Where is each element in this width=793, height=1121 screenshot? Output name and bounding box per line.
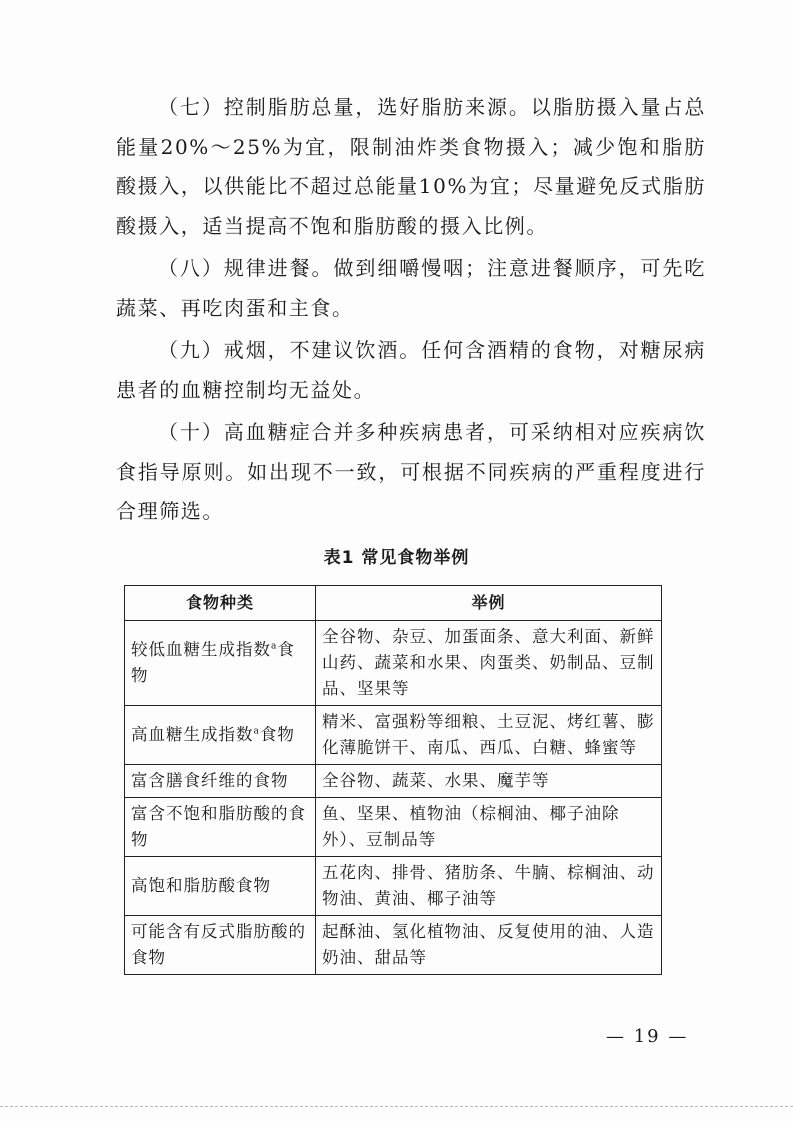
table-row (125, 765, 662, 798)
paragraph-no-alcohol: （九）戒烟，不建议饮酒。任何含酒精的食物，对糖尿病患者的血糖控制均无益处。 (116, 338, 706, 402)
row-examples: 全谷物、蔬菜、水果、魔芋等 (316, 765, 662, 798)
table-header-row (125, 586, 662, 621)
row-examples: 鱼、坚果、植物油（棕榈油、椰子油除外）、豆制品等 (316, 798, 662, 857)
table-row (125, 916, 662, 975)
category-text-tail: 食物 (131, 640, 295, 685)
row-category: 富含膳食纤维的食物 (125, 765, 316, 798)
footnote-mark: a (253, 726, 260, 737)
paragraph-regular-meals: （八）规律进餐。做到细嚼慢咽；注意进餐顺序，可先吃蔬菜、再吃肉蛋和主食。 (116, 256, 706, 320)
page-number: — 19 — (606, 1026, 689, 1047)
body-text (116, 88, 706, 535)
paragraph-fat-control: （七）控制脂肪总量，选好脂肪来源。以脂肪摄入量占总能量20%～25%为宜，限制油炸类食物摄入；减少饱和脂肪酸摄入，以供能比不超过总能量10%为宜；尽量避免反式脂肪酸摄入，适当提高不饱和脂肪酸的摄入比例。 (116, 95, 706, 238)
row-category: 可能含有反式脂肪酸的食物 (125, 916, 316, 975)
row-examples: 起酥油、氢化植物油、反复使用的油、人造奶油、甜品等 (316, 916, 662, 975)
row-category: 富含不饱和脂肪酸的食物 (125, 798, 316, 857)
row-category (125, 706, 316, 765)
table-caption: 表1 常见食物举例 (323, 548, 470, 568)
row-category (125, 621, 316, 706)
table-row (125, 706, 662, 765)
header-food-category: 食物种类 (125, 586, 316, 621)
table-row (125, 798, 662, 857)
category-text: 较低血糖生成指数 (131, 640, 271, 659)
footnote-mark: a (271, 641, 278, 652)
category-text: 高血糖生成指数 (131, 725, 254, 744)
row-examples: 精米、富强粉等细粮、土豆泥、烤红薯、膨化薄脆饼干、南瓜、西瓜、白糖、蜂蜜等 (316, 706, 662, 765)
category-text-tail: 食物 (259, 725, 295, 744)
row-examples: 五花肉、排骨、猪肪条、牛腩、棕榈油、动物油、黄油、椰子油等 (316, 857, 662, 916)
header-examples: 举例 (316, 586, 662, 621)
table-row (125, 857, 662, 916)
row-examples: 全谷物、杂豆、加蛋面条、意大利面、新鲜山药、蔬菜和水果、肉蛋类、奶制品、豆制品、坚果等 (316, 621, 662, 706)
food-examples-table (124, 585, 662, 975)
paragraph-comorbidity: （十）高血糖症合并多种疾病患者，可采纳相对应疾病饮食指导原则。如出现不一致，可根据不同疾病的严重程度进行合理筛选。 (116, 420, 706, 523)
table-row (125, 621, 662, 706)
scan-edge-divider (0, 1106, 793, 1108)
row-category: 高饱和脂肪酸食物 (125, 857, 316, 916)
